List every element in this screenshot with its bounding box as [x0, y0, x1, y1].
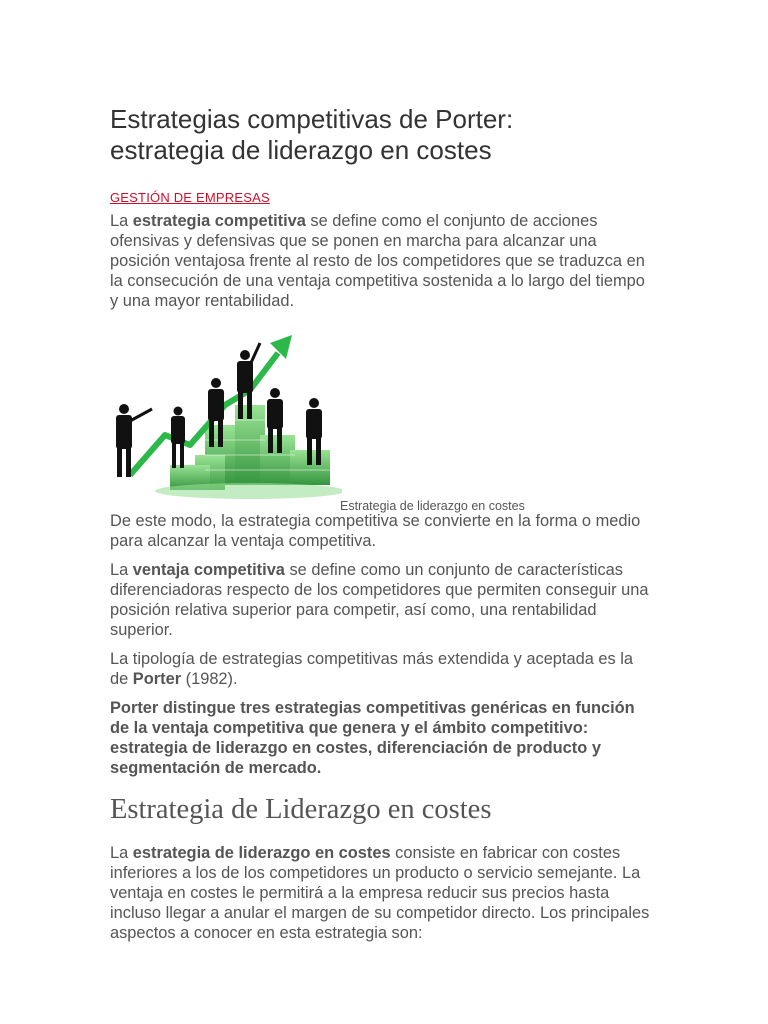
title-line-2: estrategia de liderazgo en costes — [110, 135, 492, 165]
figure-caption: Estrategia de liderazgo en costes — [340, 499, 525, 513]
category-link[interactable]: GESTIÓN DE EMPRESAS — [110, 190, 270, 205]
paragraph-cost-leadership: La estrategia de liderazgo en costes consiste en fabricar con costes inferiores a los de los competidores un producto o servicio semejante. La ventaja en costes le permitirá a la empresa reducir sus precios hasta incluso llegar a anular el margen de su competidor directo. Los principales aspectos a conocer en esta estrategia son: — [110, 844, 650, 942]
section-heading: Estrategia de Liderazgo en costes — [110, 794, 492, 825]
paragraph-strategy-means: De este modo, la estrategia competitiva se convierte en la forma o medio para alcanzar la ventaja competitiva. — [110, 512, 641, 550]
business-growth-illustration — [110, 325, 342, 501]
bold-term: estrategia de liderazgo en costes — [132, 844, 391, 862]
bold-term: estrategia competitiva — [132, 212, 306, 230]
paragraph-porter-typology: La tipología de estrategias competitivas más extendida y aceptada es la de Porter (1982). — [110, 650, 633, 688]
bold-term: Porter — [132, 670, 182, 688]
article-figure — [110, 319, 655, 511]
bold-term: ventaja competitiva — [132, 561, 285, 579]
paragraph-competitive-advantage: La ventaja competitiva se define como un conjunto de características diferenciadoras respecto de los competidores que permiten conseguir una posición relativa superior para competir, así como, una rentabilidad superior. — [110, 561, 649, 639]
paragraph-competitive-strategy: La estrategia competitiva se define como el conjunto de acciones ofensivas y defensivas que se ponen en marcha para alcanzar una posición ventajosa frente al resto de los competidores que se traduzca en la consecución de una ventaja competitiva sostenida a lo largo del tiempo y una mayor rentabilidad. — [110, 212, 645, 310]
document-page — [110, 104, 655, 943]
title-line-1: Estrategias competitivas de Porter: — [110, 104, 514, 134]
paragraph-three-strategies: Porter distingue tres estrategias competitivas genéricas en función de la ventaja competitiva que genera y el ámbito competitivo: estrategia de liderazgo en costes, diferenciación de producto y segmentación de mercado. — [110, 699, 635, 777]
article-title — [110, 104, 655, 166]
